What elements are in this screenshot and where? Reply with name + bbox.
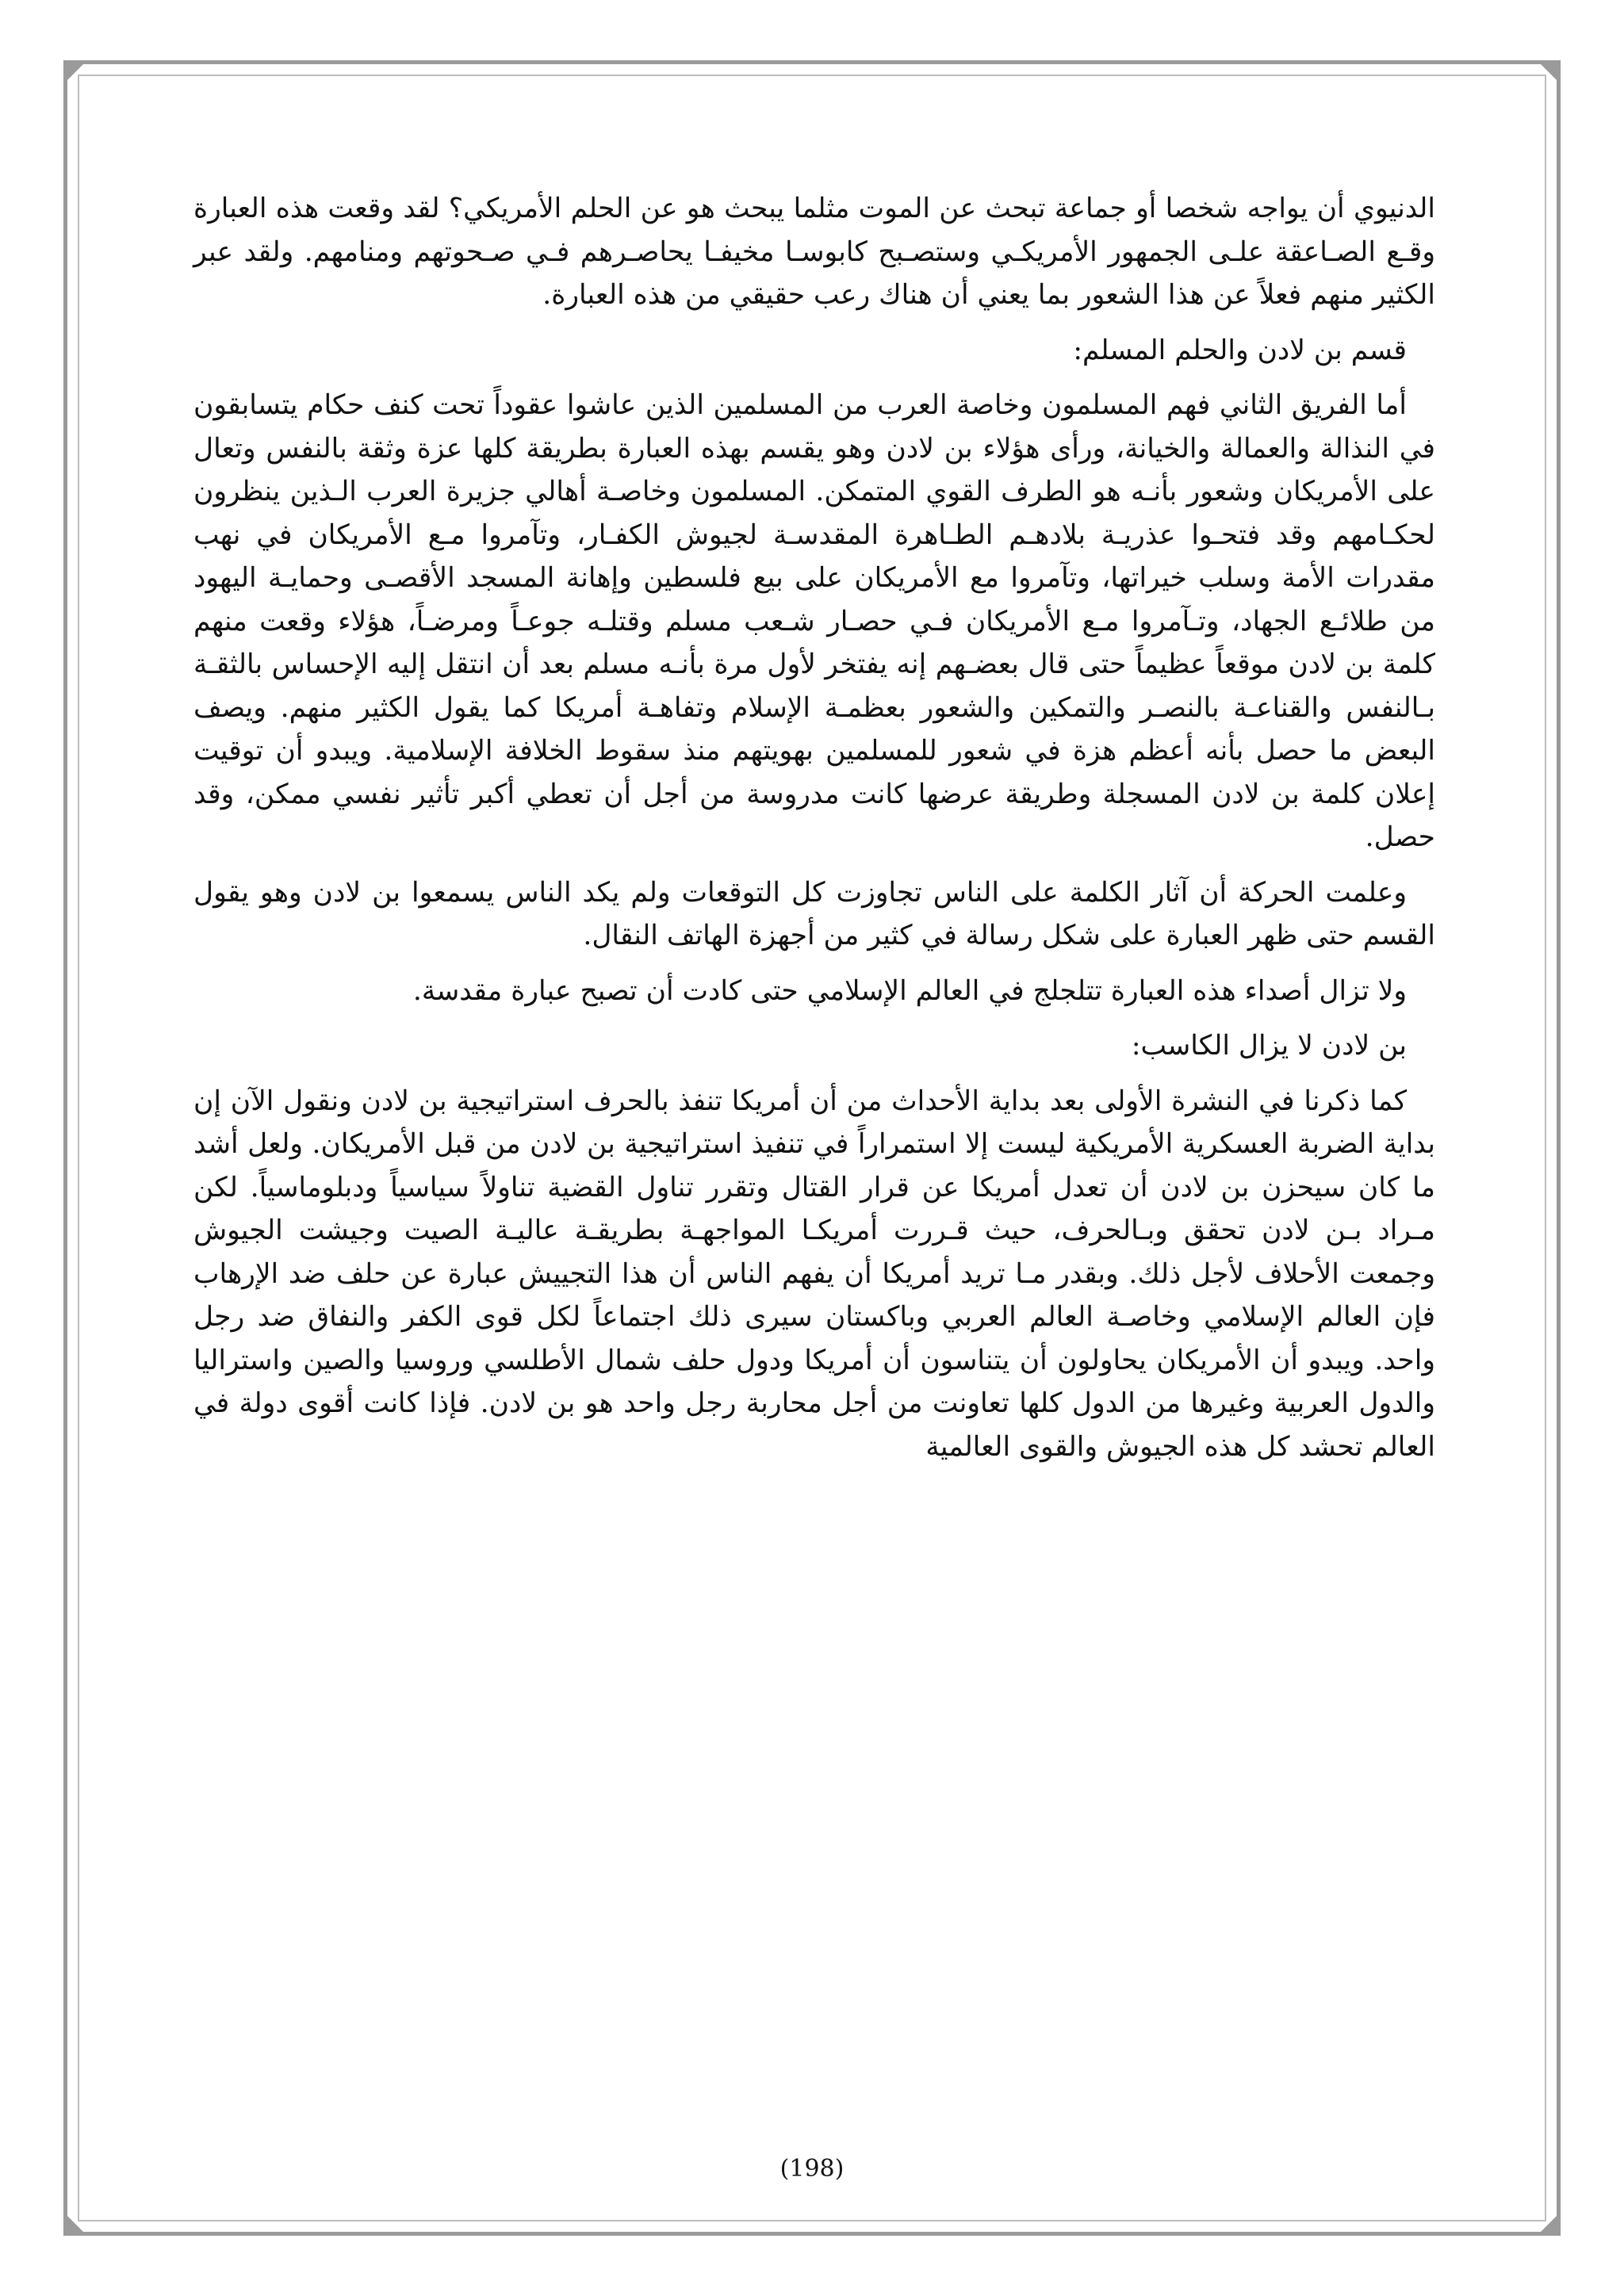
corner-ornament-top-left <box>67 63 84 81</box>
paragraph-movement-knowledge: وعلمت الحركة أن آثار الكلمة على الناس تجاوزت كل التوقعات ولم يكد الناس يسمعوا بن لادن وهو يقول القسم حتى ظهر العبارة على شكل رسالة في كثير من أجهزة الهاتف النقال. <box>193 876 1435 951</box>
corner-ornament-top-right <box>1540 63 1557 81</box>
paragraph-strategy: كما ذكرنا في النشرة الأولى بعد بداية الأحداث من أن أمريكا تنفذ بالحرف استراتيجية بن لادن ونقول الآن إن بداية الضربة العسكرية الأمريكية ليست إلا استمراراً في تنفيذ استراتيجية بن لادن من قبل الأمريكان. ولعل أشد ما كان سيحزن بن لادن أن تعدل أمريكا عن قرار القتال وتقرر تناول القضية تناولاً سياسياً ودبلوماسياً. لكن مـراد بـن لادن تحقق وبـالحرف، حيث قـررت أمريكـا المواجهـة بطريقـة عاليـة الصيت وجيشت الجيوش وجمعت الأحلاف لأجل ذلك. وبقدر مـا تريد أمريكا أن يفهم الناس أن هذا التجييش عبارة عن حلف ضد الإرهاب فإن العالم الإسلامي وخاصـة العالم العربي وباكستان سيرى ذلك اجتماعاً لكل قوى الكفر والنفاق ضد رجل واحد. ويبدو أن الأمريكان يحاولون أن يتناسون أن أمريكا ودول حلف شمال الأطلسي وروسيا والصين واستراليا والدول العربية وغيرها من الدول كلها تعاونت من أجل محاربة رجل واحد هو بن لادن. فإذا كانت أقوى دولة في العالم تحشد كل هذه الجيوش والقوى العالمية <box>193 1085 1435 1463</box>
section-heading-still-winning: بن لادن لا يزال الكاسب: <box>1131 1030 1407 1062</box>
paragraph-muslims-reaction: أما الفريق الثاني فهم المسلمون وخاصة العرب من المسلمين الذين عاشوا عقوداً تحت كنف حكام يتسابقون في النذالة والعمالة والخيانة، ورأى هؤلاء بن لادن وهو يقسم بهذه العبارة بطريقة كلها عزة وثقة بالنفس وتعال على الأمريكان وشعور بأنـه هو الطرف القوي المتمكن. المسلمون وخاصـة أهالي جزيرة العرب الـذين ينظرون لحكـامهم وقد فتحـوا عذريـة بلادهـم الطـاهرة المقدسـة لجيوش الكفـار، وتآمروا مـع الأمريكان في نهب مقدرات الأمة وسلب خيراتها، وتآمروا مع الأمريكان على بيع فلسطين وإهانة المسجد الأقصـى وحمايـة اليهود من طلائـع الجهاد، وتـآمروا مـع الأمريكان فـي حصـار شـعب مسلم وقتلـه جوعـاً ومرضـاً، هؤلاء وقعت منهم كلمة بن لادن موقعاً عظيماً حتى قال بعضـهم إنه يفتخر لأول مرة بأنـه مسلم بعد أن انتقل إليه الإحساس بالثقـة بـالنفس والقناعـة بالنصـر والتمكين والشعور بعظمـة الإسلام وتفاهـة أمريكا كما يقول الكثير منهم. ويصف البعض ما حصل بأنه أعظم هزة في شعور للمسلمين بهويتهم منذ سقوط الخلافة الإسلامية. ويبدو أن توقيت إعلان كلمة بن لادن المسجلة وطريقة عرضها كانت مدروسة من أجل أن تعطي أكبر تأثير نفسي ممكن، وقد حصل. <box>193 389 1435 853</box>
page-number: (198) <box>779 2155 845 2183</box>
section-heading-oath: قسم بن لادن والحلم المسلم: <box>1073 334 1407 366</box>
corner-ornament-bottom-right <box>1540 2215 1557 2233</box>
page-body <box>193 187 1435 1480</box>
paragraph-continuation: الدنيوي أن يواجه شخصا أو جماعة تبحث عن الموت مثلما يبحث هو عن الحلم الأمريكي؟ لقد وقعت هذه العبارة وقـع الصـاعقة علـى الجمهور الأمريكـي وستصـبح كابوسـا مخيفـا يحاصـرهم فـي صـحوتهم ومنامهم. ولقد عبر الكثير منهم فعلاً عن هذا الشعور بما يعني أن هناك رعب حقيقي من هذه العبارة. <box>193 193 1435 311</box>
paragraph-echoes: ولا تزال أصداء هذه العبارة تتلجلج في العالم الإسلامي حتى كادت أن تصبح عبارة مقدسة. <box>412 974 1407 1007</box>
corner-ornament-bottom-left <box>67 2215 84 2233</box>
